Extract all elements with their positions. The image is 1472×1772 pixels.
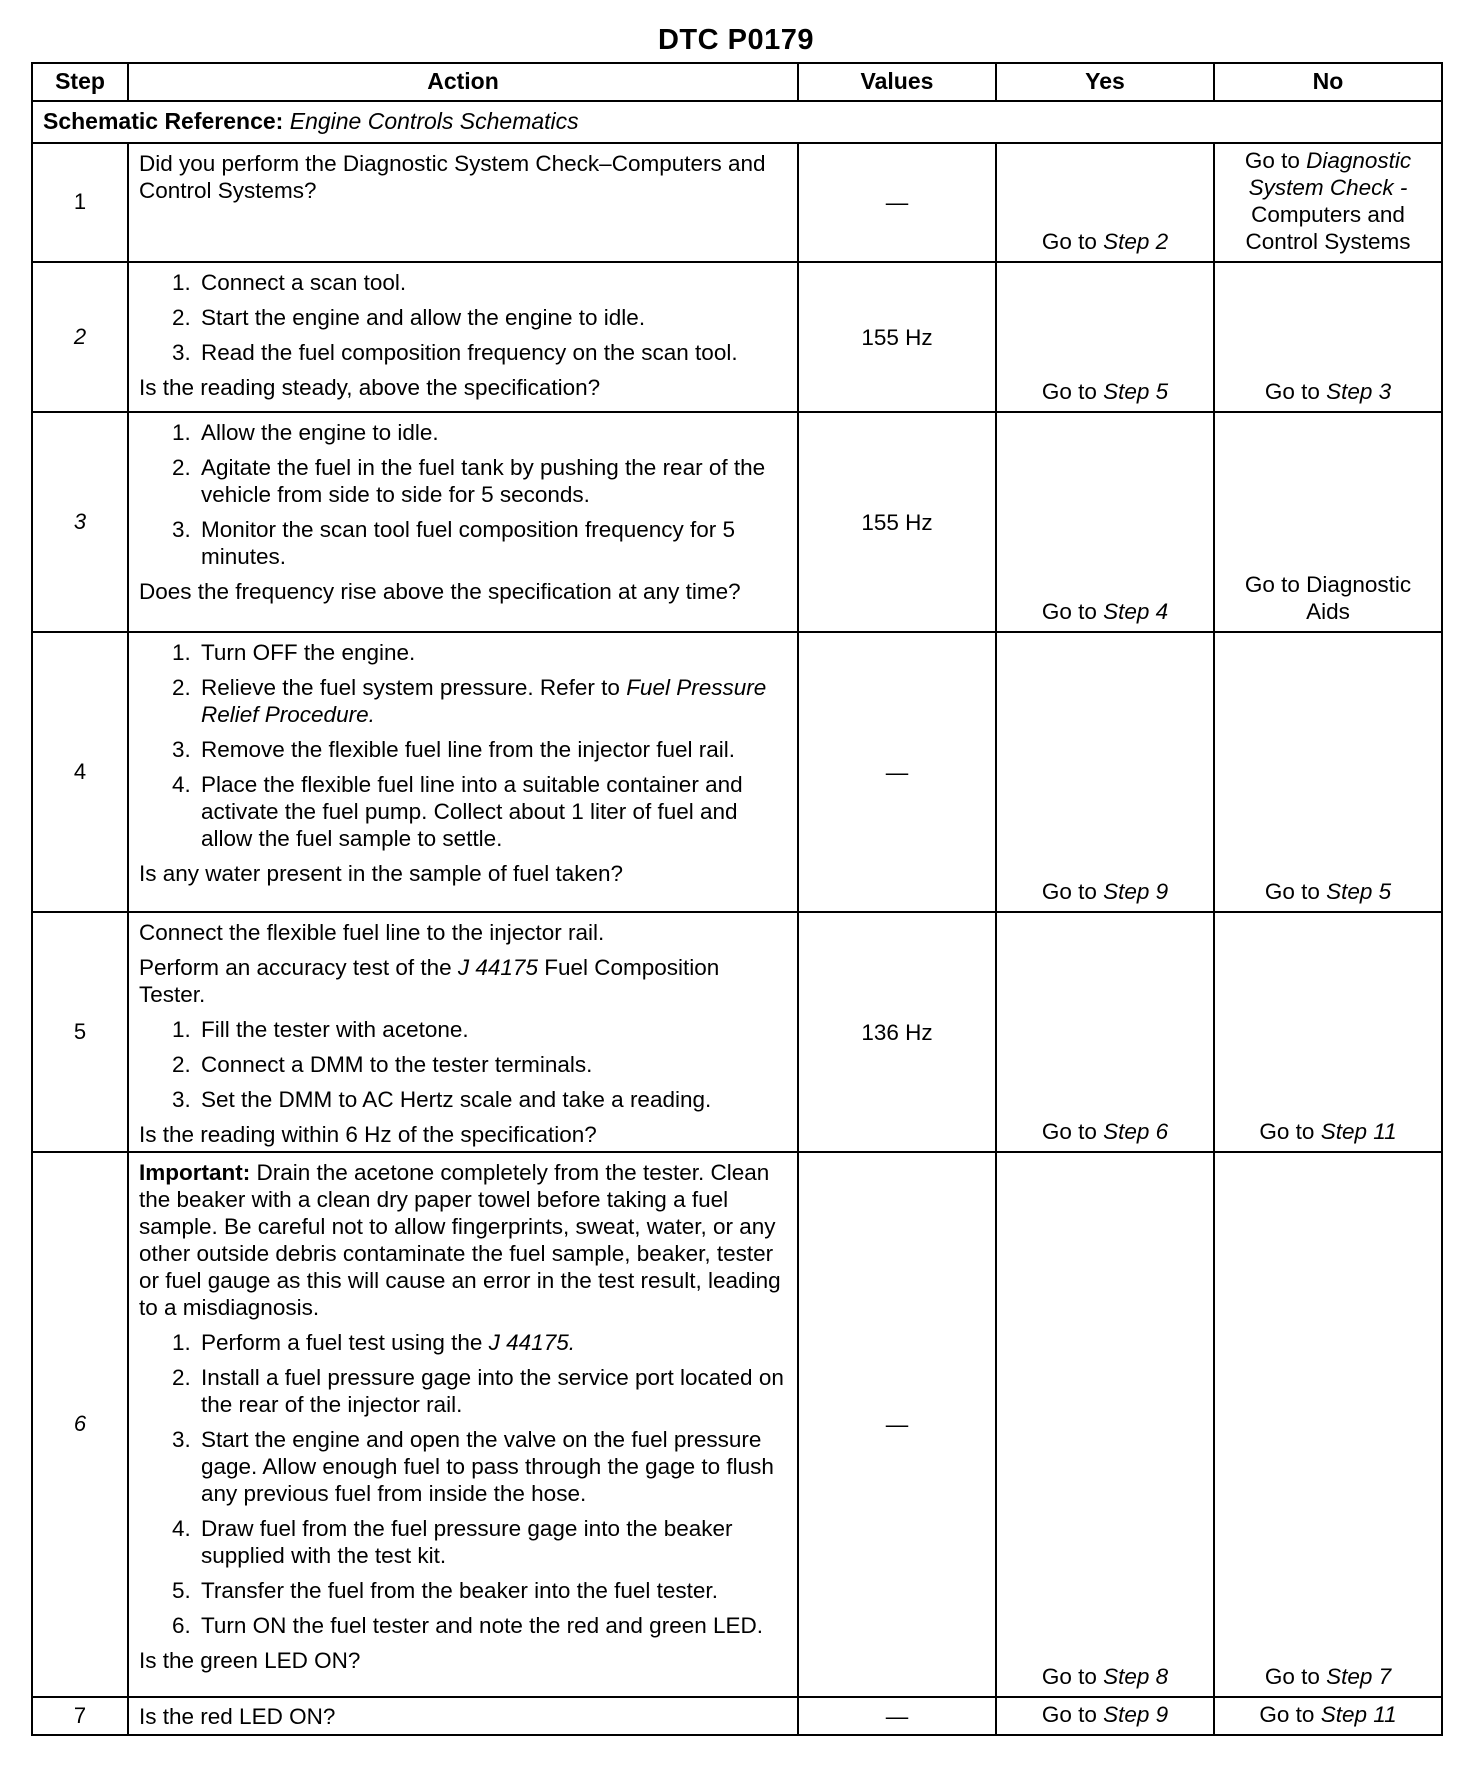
step-number: 2 bbox=[32, 262, 128, 412]
step-number: 5 bbox=[32, 912, 128, 1152]
no-link[interactable]: Step 7 bbox=[1326, 1664, 1392, 1689]
value-cell: — bbox=[798, 632, 996, 912]
no-link[interactable]: Step 11 bbox=[1320, 1702, 1397, 1727]
schematic-reference-label: Schematic Reference: bbox=[43, 108, 284, 135]
step-number: 1 bbox=[32, 143, 128, 262]
procedure-item: 2. Install a fuel pressure gage into the service port located on the rear of the injector rail. bbox=[197, 1364, 787, 1418]
action-question: Is the red LED ON? bbox=[139, 1703, 336, 1729]
procedure-item-text: Perform a fuel test using the bbox=[201, 1330, 489, 1355]
value-cell: 155 Hz bbox=[798, 262, 996, 412]
procedure-item: 2. Start the engine and allow the engine to idle. bbox=[197, 304, 787, 331]
yes-cell bbox=[996, 912, 1214, 1152]
procedure-item: 3. Monitor the scan tool fuel composition frequency for 5 minutes. bbox=[197, 516, 787, 570]
no-cell bbox=[1214, 632, 1442, 912]
table-row bbox=[32, 1697, 1442, 1735]
yes-link[interactable]: Step 9 bbox=[1103, 1702, 1169, 1727]
yes-cell bbox=[996, 262, 1214, 412]
procedure-item: 2. Connect a DMM to the tester terminals. bbox=[197, 1051, 787, 1078]
no-prefix: Go to bbox=[1259, 1119, 1321, 1144]
action-question: Is the reading within 6 Hz of the specification? bbox=[139, 1122, 597, 1147]
important-label: Important: bbox=[139, 1160, 251, 1185]
table-row bbox=[32, 632, 1442, 912]
yes-prefix: Go to bbox=[1041, 599, 1104, 624]
yes-cell bbox=[996, 1697, 1214, 1735]
action-question: Is the green LED ON? bbox=[139, 1648, 361, 1673]
header-action: Action bbox=[128, 63, 798, 101]
header-step: Step bbox=[32, 63, 128, 101]
action-cell bbox=[128, 1697, 798, 1735]
no-prefix: Go to bbox=[1264, 379, 1327, 404]
procedure-item: 3. Set the DMM to AC Hertz scale and take a reading. bbox=[197, 1086, 787, 1113]
procedure-list bbox=[139, 269, 787, 366]
yes-prefix: Go to bbox=[1041, 1664, 1104, 1689]
action-question: Does the frequency rise above the specification at any time? bbox=[139, 579, 741, 604]
procedure-item: 3. Remove the flexible fuel line from the injector fuel rail. bbox=[197, 736, 787, 763]
no-link[interactable]: Diagnostic System Check - bbox=[1248, 148, 1412, 200]
action-cell bbox=[128, 912, 798, 1152]
important-note bbox=[139, 1159, 787, 1321]
procedure-link[interactable]: Fuel Pressure Relief Procedure. bbox=[201, 675, 767, 727]
yes-prefix: Go to bbox=[1041, 879, 1104, 904]
procedure-item: 4. Draw fuel from the fuel pressure gage into the beaker supplied with the test kit. bbox=[197, 1515, 787, 1569]
header-values: Values bbox=[798, 63, 996, 101]
tool-link[interactable]: J 44175 bbox=[457, 955, 538, 980]
yes-prefix: Go to bbox=[1041, 229, 1104, 254]
table-row bbox=[32, 143, 1442, 262]
procedure-item: 2. Agitate the fuel in the fuel tank by pushing the rear of the vehicle from side to side for 5 seconds. bbox=[197, 454, 787, 508]
action-text: Did you perform the Diagnostic System Check–Computers and Control Systems? bbox=[139, 151, 766, 203]
schematic-reference bbox=[32, 101, 1442, 143]
schematic-reference-row bbox=[32, 101, 1442, 143]
table-row bbox=[32, 912, 1442, 1152]
value-cell: 155 Hz bbox=[798, 412, 996, 632]
document-title: DTC P0179 bbox=[657, 24, 814, 56]
action-question: Is any water present in the sample of fuel taken? bbox=[139, 861, 624, 886]
important-text: Drain the acetone completely from the tester. Clean the beaker with a clean dry paper towel before taking a fuel sample. Be careful not to allow fingerprints, sweat, water, or any other outside debris contaminate the fuel sample, beaker, tester or fuel gauge as this will cause an error in the test result, leading to a misdiagnosis. bbox=[139, 1160, 781, 1320]
table-row bbox=[32, 262, 1442, 412]
no-prefix: Go to bbox=[1264, 1664, 1327, 1689]
procedure-item: 5. Transfer the fuel from the beaker into the fuel tester. bbox=[197, 1577, 787, 1604]
action-text bbox=[139, 954, 787, 1008]
procedure-item: 6. Turn ON the fuel tester and note the red and green LED. bbox=[197, 1612, 787, 1639]
action-question: Is the reading steady, above the specification? bbox=[139, 375, 601, 400]
step-number: 4 bbox=[32, 632, 128, 912]
action-cell bbox=[128, 262, 798, 412]
no-cell bbox=[1214, 1697, 1442, 1735]
header-row bbox=[32, 63, 1442, 101]
action-cell bbox=[128, 632, 798, 912]
yes-link[interactable]: Step 9 bbox=[1103, 879, 1169, 904]
procedure-item: 1. Allow the engine to idle. bbox=[197, 419, 787, 446]
yes-prefix: Go to bbox=[1041, 379, 1104, 404]
procedure-item: 3. Read the fuel composition frequency on the scan tool. bbox=[197, 339, 787, 366]
no-cell bbox=[1214, 1152, 1442, 1697]
no-cell bbox=[1214, 262, 1442, 412]
procedure-item: 1. Connect a scan tool. bbox=[197, 269, 787, 296]
yes-link[interactable]: Step 6 bbox=[1103, 1119, 1169, 1144]
value-cell: 136 Hz bbox=[798, 912, 996, 1152]
value-cell: — bbox=[798, 1697, 996, 1735]
procedure-list bbox=[139, 419, 787, 570]
procedure-item: 1. Fill the tester with acetone. bbox=[197, 1016, 787, 1043]
procedure-item-text: Relieve the fuel system pressure. Refer to bbox=[201, 675, 627, 700]
procedure-item: 4. Place the flexible fuel line into a suitable container and activate the fuel pump. Collect about 1 liter of fuel and allow the fuel sample to settle. bbox=[197, 771, 787, 852]
action-cell bbox=[128, 1152, 798, 1697]
yes-link[interactable]: Step 2 bbox=[1103, 229, 1169, 254]
action-cell bbox=[128, 412, 798, 632]
header-yes: Yes bbox=[996, 63, 1214, 101]
step-number: 7 bbox=[32, 1697, 128, 1735]
no-link[interactable]: Step 3 bbox=[1326, 379, 1392, 404]
header-no: No bbox=[1214, 63, 1442, 101]
yes-cell bbox=[996, 412, 1214, 632]
table-row bbox=[32, 412, 1442, 632]
yes-prefix: Go to bbox=[1041, 1702, 1104, 1727]
procedure-item: 3. Start the engine and open the valve on the fuel pressure gage. Allow enough fuel to pass through the gage to flush any previous fuel from inside the hose. bbox=[197, 1426, 787, 1507]
no-link[interactable]: Go to Diagnostic Aids bbox=[1244, 572, 1412, 624]
no-prefix: Go to bbox=[1244, 148, 1307, 173]
yes-link[interactable]: Step 5 bbox=[1103, 379, 1169, 404]
yes-link[interactable]: Step 8 bbox=[1103, 1664, 1169, 1689]
procedure-list bbox=[139, 639, 787, 852]
diagnostic-table bbox=[31, 62, 1443, 1736]
no-cell bbox=[1214, 412, 1442, 632]
yes-link[interactable]: Step 4 bbox=[1103, 599, 1169, 624]
tool-link[interactable]: J 44175. bbox=[488, 1330, 575, 1355]
procedure-list bbox=[139, 1329, 787, 1639]
step-number: 3 bbox=[32, 412, 128, 632]
procedure-item: 1. Turn OFF the engine. bbox=[197, 639, 787, 666]
action-text-suffix: Fuel Composition Tester. bbox=[139, 955, 720, 1007]
value-cell: — bbox=[798, 143, 996, 262]
action-cell bbox=[128, 143, 798, 262]
yes-cell bbox=[996, 143, 1214, 262]
yes-cell bbox=[996, 632, 1214, 912]
value-cell: — bbox=[798, 1152, 996, 1697]
yes-prefix: Go to bbox=[1041, 1119, 1104, 1144]
no-cell bbox=[1214, 912, 1442, 1152]
schematic-reference-link[interactable]: Engine Controls Schematics bbox=[289, 108, 579, 135]
no-cell bbox=[1214, 143, 1442, 262]
no-link[interactable]: Step 11 bbox=[1320, 1119, 1397, 1144]
table-row bbox=[32, 1152, 1442, 1697]
no-prefix: Go to bbox=[1259, 1702, 1321, 1727]
procedure-item bbox=[197, 1329, 787, 1356]
no-prefix: Go to bbox=[1264, 879, 1327, 904]
yes-cell bbox=[996, 1152, 1214, 1697]
no-link[interactable]: Step 5 bbox=[1326, 879, 1392, 904]
action-text: Connect the flexible fuel line to the injector rail. bbox=[139, 920, 605, 945]
no-suffix: Computers and Control Systems bbox=[1245, 202, 1411, 254]
procedure-list bbox=[139, 1016, 787, 1113]
procedure-item bbox=[197, 674, 787, 728]
step-number: 6 bbox=[32, 1152, 128, 1697]
action-text-prefix: Perform an accuracy test of the bbox=[139, 955, 458, 980]
